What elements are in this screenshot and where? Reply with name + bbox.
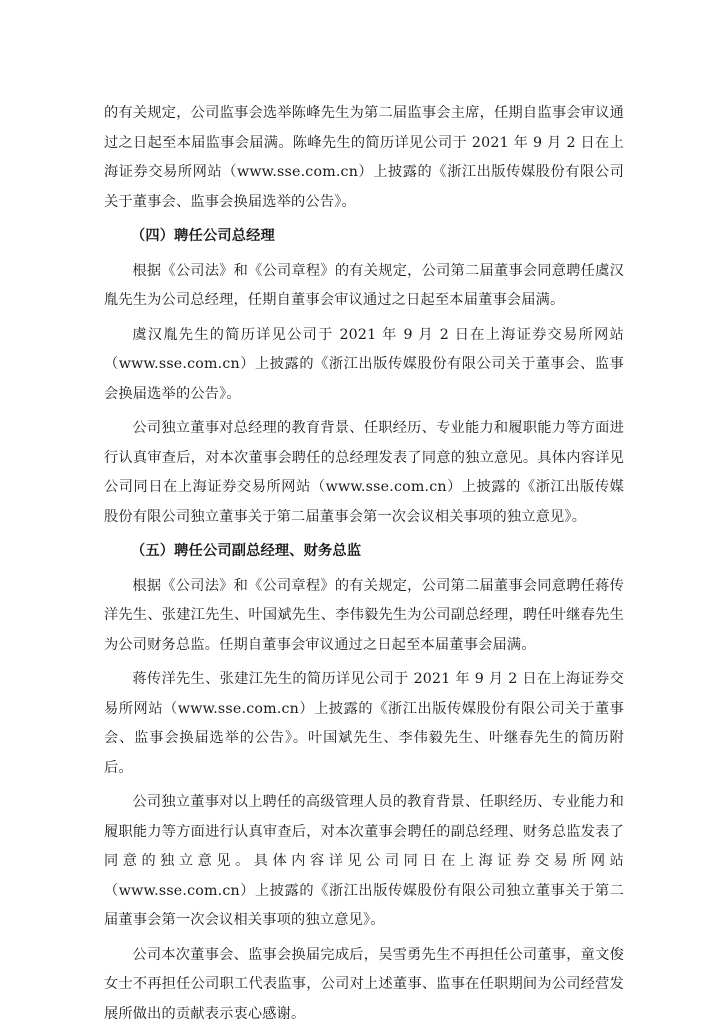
paragraph-deputy-gm-independent-opinion: 公司独立董事对以上聘任的高级管理人员的教育背景、任职经历、专业能力和履职能力等方面进行认真审查后，对本次董事会聘任的副总经理、财务总监发表了同意的独立意见。具体内容详见公司同日在上海证券交易所网站（www.sse.com.cn）上披露的《浙江出版传媒股份有限公司独立董事关于第二届董事会第一次会议相关事项的独立意见》。	[104, 794, 624, 928]
document-body	[104, 99, 624, 1034]
paragraph-gm-independent-opinion: 公司独立董事对总经理的教育背景、任职经历、专业能力和履职能力等方面进行认真审查后，对本次董事会聘任的总经理发表了同意的独立意见。具体内容详见公司同日在上海证券交易所网站（www.sse.com.cn）上披露的《浙江出版传媒股份有限公司独立董事关于第二届董事会第一次会议相关事项的独立意见》。	[104, 420, 624, 525]
paragraph-deputy-gm-resume: 蒋传洋先生、张建江先生的简历详见公司于 2021 年 9 月 2 日在上海证券交易所网站（www.sse.com.cn）上披露的《浙江出版传媒股份有限公司关于董事会、监事会换届选举的公告》。叶国斌先生、李伟毅先生、叶继春先生的简历附后。	[104, 671, 624, 776]
section-heading-deputy-gm-cfo: （五）聘任公司副总经理、财务总监	[131, 543, 362, 559]
paragraph-supervisor-chair: 的有关规定，公司监事会选举陈峰先生为第二届监事会主席，任期自监事会审议通过之日起至本届监事会届满。陈峰先生的简历详见公司于 2021 年 9 月 2 日在上海证券交易所网站（www.sse.com.cn）上披露的《浙江出版传媒股份有限公司关于董事会、监事会换届选举的公告》。	[104, 105, 624, 210]
section-heading-general-manager: （四）聘任公司总经理	[131, 228, 275, 244]
paragraph-deputy-gm-appointment: 根据《公司法》和《公司章程》的有关规定，公司第二届董事会同意聘任蒋传洋先生、张建江先生、叶国斌先生、李伟毅先生为公司副总经理，聘任叶继春先生为公司财务总监。任期自董事会审议通过之日起至本届董事会届满。	[104, 577, 624, 653]
paragraph-gm-resume: 虞汉胤先生的简历详见公司于 2021 年 9 月 2 日在上海证券交易所网站（www.sse.com.cn）上披露的《浙江出版传媒股份有限公司关于董事会、监事会换届选举的公告》。	[104, 326, 624, 402]
paragraph-acknowledgement: 公司本次董事会、监事会换届完成后，吴雪勇先生不再担任公司董事，童文俊女士不再担任公司职工代表监事，公司对上述董事、监事在任职期间为公司经营发展所做出的贡献表示衷心感谢。	[104, 946, 624, 1022]
paragraph-gm-appointment: 根据《公司法》和《公司章程》的有关规定，公司第二届董事会同意聘任虞汉胤先生为公司总经理，任期自董事会审议通过之日起至本届董事会届满。	[104, 262, 624, 308]
